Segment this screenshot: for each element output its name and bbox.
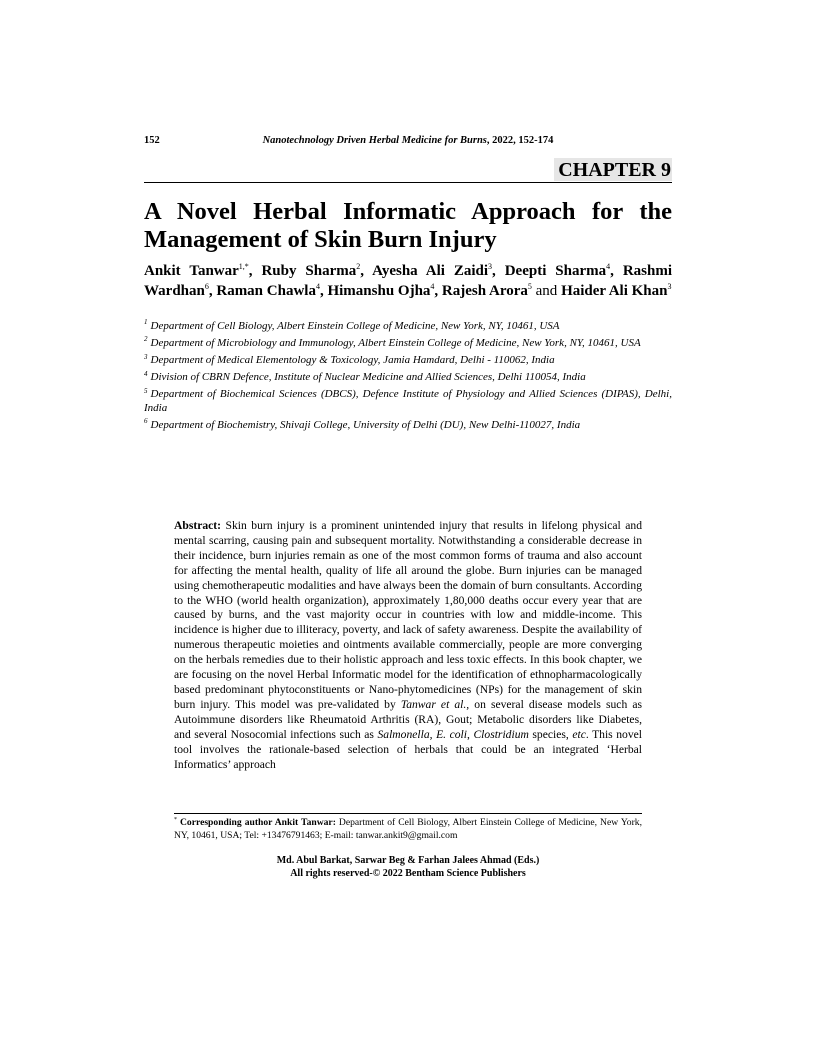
- author-affil-mark: 2: [356, 262, 361, 271]
- affiliation-number: 4: [144, 369, 148, 378]
- author-affil-mark: 4: [606, 262, 611, 271]
- author-name: Raman Chawla: [216, 282, 316, 299]
- author-affil-mark: 1,*: [238, 262, 249, 271]
- footnote-lead: Corresponding author Ankit Tanwar:: [180, 817, 336, 828]
- affiliation-text: Department of Biochemistry, Shivaji College, University of Delhi (DU), New Delhi-110027, India: [150, 418, 581, 431]
- abstract-text: Skin burn injury is a prominent unintended injury that results in lifelong physical and mental scarring, causing pain and subsequent mortality. Notwithstanding a considerable decrease in their incidence, burn injuries remain as one of the most common forms of trauma and also account for affecting the mental health, quality of life all around the globe. Burn injuries can be managed using chemotherapeutic modalities and have always been the domain of burn consultants. According to the WHO (world health organization), approximately 1,80,000 deaths occur every year that are caused by burns, and the vast majority occur in countries with low and middle-income. This incidence is higher due to illiteracy, poverty, and lack of safety awareness. Despite the availability of numerous therapeutic moieties and ointments available commercially, people are more converging on the herbals remedies due to their holistic approach and less toxic effects. In this book chapter, we are focusing on the novel Herbal Informatic model for the identification of ethnopharmacologically based predominant phytoconstituents or Nano-phytomedicines (NPs) for the management of skin burn injury. This model was pre-validated by: [174, 519, 642, 711]
- author-name: Rashmi Wardhan: [144, 263, 672, 299]
- footnote-text: Department of Cell Biology, Albert Einstein College of Medicine, New York, NY, 10461, USA; Tel: +13476791463; E-mail: tanwar.ankit9@gmail.com: [174, 817, 642, 841]
- affiliation-number: 2: [144, 335, 148, 344]
- author-name: Haider Ali Khan: [561, 282, 668, 299]
- running-head: [144, 135, 672, 149]
- abstract-text: . This novel tool involves the rationale-based selection of herbals that could be an integrated ‘Herbal Informatics’ approach: [174, 727, 642, 771]
- journal-citation: [144, 135, 672, 146]
- editors-line: Md. Abul Barkat, Sarwar Beg & Farhan Jalees Ahmad (Eds.): [276, 855, 540, 866]
- abstract-etc: etc: [572, 727, 586, 741]
- author-name: Ruby Sharma: [261, 263, 357, 279]
- authors-conjunction: and: [535, 282, 558, 299]
- author-affil-mark: 3: [667, 281, 672, 291]
- author-name: Rajesh Arora: [441, 282, 528, 299]
- chapter-rule: [144, 182, 672, 183]
- author-affil-mark: 3: [488, 262, 493, 271]
- author-name: Himanshu Ojha: [327, 282, 431, 299]
- corresponding-author-footnote: [174, 817, 642, 842]
- affiliation-text: Department of Cell Biology, Albert Einstein College of Medicine, New York, NY, 10461, USA: [150, 320, 560, 332]
- chapter-label: CHAPTER 9: [554, 158, 672, 181]
- affiliation-item: [144, 320, 672, 333]
- affiliation-number: 6: [144, 417, 148, 426]
- abstract-species: Clostridium: [473, 727, 529, 741]
- abstract-citation: Tanwar et al.,: [400, 697, 470, 711]
- abstract-text: ,: [467, 727, 474, 741]
- affiliation-item: [144, 354, 672, 367]
- affiliation-text: Department of Biochemical Sciences (DBCS), Defence Institute of Physiology and Allied Sciences (DIPAS), Delhi, India: [144, 388, 672, 414]
- affiliation-text: Department of Microbiology and Immunology, Albert Einstein College of Medicine, New York, NY, 10461, USA: [150, 337, 641, 350]
- abstract-text: species,: [528, 727, 573, 741]
- affiliation-list: [144, 320, 672, 436]
- abstract-species: Salmonella, E. coli: [377, 727, 467, 741]
- author-affil-mark: 4: [430, 281, 435, 291]
- affiliation-item: [144, 388, 672, 415]
- footnote-mark: *: [174, 816, 177, 823]
- author-affil-mark: 6: [204, 281, 209, 291]
- affiliation-number: 5: [144, 386, 148, 395]
- footnote-rule: [174, 813, 642, 814]
- page-number: 152: [144, 135, 160, 146]
- chapter-title: A Novel Herbal Informatic Approach for the Management of Skin Burn Injury: [144, 198, 672, 253]
- abstract-text: on several disease models such as Autoimmune disorders like Rheumatoid Arthritis (RA), Gout; Metabolic disorders like Diabetes, and several Nosocomial infections such as: [174, 697, 642, 741]
- rights-line: All rights reserved-© 2022 Bentham Science Publishers: [290, 868, 526, 879]
- affiliation-item: [144, 337, 672, 350]
- author-affil-mark: 4: [315, 281, 320, 291]
- publisher-imprint: [144, 854, 672, 880]
- journal-volume-pages: , 2022, 152-174: [486, 135, 554, 146]
- author-name: Ayesha Ali Zaidi: [372, 263, 489, 279]
- abstract-label: Abstract:: [174, 519, 222, 532]
- affiliation-text: Department of Medical Elementology & Toxicology, Jamia Hamdard, Delhi - 110062, India: [150, 354, 555, 367]
- affiliation-number: 1: [144, 318, 148, 327]
- author-affil-mark: 5: [527, 281, 532, 291]
- journal-title: Nanotechnology Driven Herbal Medicine for Burns: [262, 135, 487, 146]
- affiliation-item: [144, 419, 672, 432]
- abstract: [174, 519, 642, 772]
- author-list: Ankit Tanwar$^{1,*}$, Ruby Sharma$^2$, Ayesha Ali Zaidi$^3$, Deepti Sharma$^4$, Rashmi Wardhan$^6$, Raman Chawla$^4$, Himanshu Ojha$^4$, Rajesh Arora$^5$ and Haider Ali Khan$^3$: [144, 262, 672, 299]
- affiliation-text: Division of CBRN Defence, Institute of Nuclear Medicine and Allied Sciences, Delhi 110054, India: [150, 371, 586, 384]
- affiliation-number: 3: [144, 352, 148, 361]
- affiliation-item: [144, 371, 672, 384]
- author-name: Ankit Tanwar: [144, 263, 239, 279]
- author-name: Deepti Sharma: [504, 263, 607, 279]
